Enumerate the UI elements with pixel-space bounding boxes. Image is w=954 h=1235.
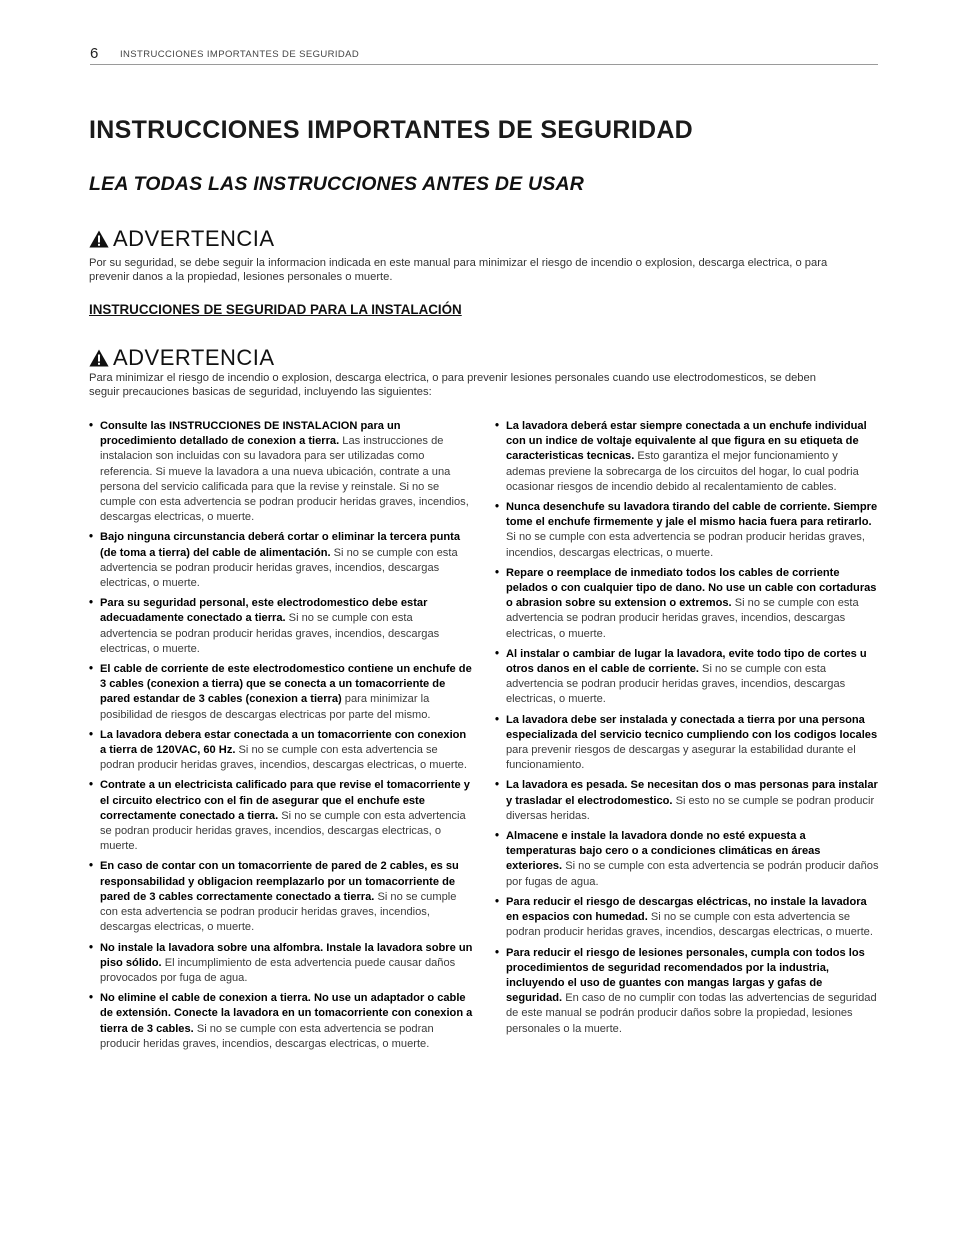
bullet: • [89,941,94,954]
page-title: INSTRUCCIONES IMPORTANTES DE SEGURIDAD [89,116,694,144]
list-item [495,566,879,642]
item-bold-text: Para reducir el riesgo de descargas eléctricas, no instale la lavadora en espacios con humedad. [506,895,867,924]
warning-label: ADVERTENCIA [113,345,275,370]
list-item [89,859,473,935]
item-text: Si no se cumple con esta advertencia se podran producir heridas graves, incendios, descargas electricas, o muerte. [506,597,859,640]
item-text: para minimizar la posibilidad de riesgos de descargas electricas por parte del mismo. [100,693,431,721]
item-bold-text: Consulte las INSTRUCCIONES DE INSTALACION para un procedimiento detallado de conexion a tierra. [100,420,401,448]
item-bold-text: Almacene e instale la lavadora donde no esté expuesta a temperaturas bajo cero o a condiciones climáticas en áreas exteriores. [506,830,821,873]
item-text: Si no se cumple con esta advertencia se podran producir heridas graves, incendios, descargas electricas, o muerte. [506,663,846,706]
item-text: Las instrucciones de instalacion son incluidas con su lavadora para ser utilizadas como referencia. Si mueve la lavadora a una nueva ubicación, contrate a una persona del servicio calificada para que la revise y reinstale. Si no se cumple con esta advertencia se podran producir heridas graves, incendios, descargas electricas, o muerte. [100,435,469,524]
list-item [495,895,879,941]
item-text: Si no se cumple con esta advertencia se podran producir heridas graves, incendios, descargas electricas, o muerte. [100,546,458,590]
list-item [495,946,879,1037]
item-text: Esto garantiza el mejor funcionamiento y ademas previene la sobrecarga de los circuitos del hogar, lo cual podria ocasionar riesgos de incendio debido al recalentamiento de cables. [506,450,859,493]
item-bold-text: Repare o reemplace de inmediato todos los cables de corriente pelados o con cualquier tipo de dano. No use un cable con cortaduras o abrasion sobre su extension o extremos. [506,566,877,610]
bullet: • [89,597,94,610]
running-header [90,46,878,65]
page-subtitle: LEA TODAS LAS INSTRUCCIONES ANTES DE USAR [89,173,585,195]
bullet: • [495,779,500,792]
bullet: • [89,779,94,792]
section-heading: INSTRUCCIONES DE SEGURIDAD PARA LA INSTALACIÓN [89,302,462,317]
bullet: • [495,895,500,908]
bullet: • [495,647,500,660]
bullet: • [495,830,500,843]
list-item [495,713,879,774]
bullet: • [495,566,500,579]
warning-heading-2 [89,346,275,370]
list-item [89,419,473,525]
item-text: Si no se cumple con esta advertencia se podran producir heridas graves, incendios, descargas electricas, o muerte. [100,1022,434,1050]
list-item [89,596,473,657]
item-text: Si no se cumple con esta advertencia se podran producir heridas graves, incendios, descargas electricas, o muerte. [100,809,466,853]
item-bold-text: La lavadora debe ser instalada y conectada a tierra por una persona especializada del servicio tecnico cumpliendo con los codigos locales [506,713,878,741]
item-bold-text: Para su seguridad personal, este electrodomestico debe estar adecuadamente conectado a tierra. [100,597,428,625]
item-text: Si no se cumple con esta advertencia se podrán producir daños por fugas de agua. [506,860,879,888]
list-item [495,829,879,890]
item-text: Si no se cumple con esta advertencia se podran producir heridas graves, incendios, descargas electricas, o muerte. [506,911,873,939]
item-text: Si no se cumple con esta advertencia se podran producir heridas graves, incendios, descargas electricas, o muerte. [506,531,865,559]
list-item [89,662,473,723]
warning-triangle-icon [89,230,109,248]
warning-text-1: Por su seguridad, se debe seguir la informacion indicada en este manual para minimizar el riesgo de incendio o explosion, descarga electrica, o para prevenir danos a la propiedad, lesiones personales o muerte. [89,257,828,283]
bullet: • [89,992,94,1005]
item-bold-text: Contrate a un electricista calificado para que revise el tomacorriente y el circuito electrico con el fin de asegurar que el enchufe este correctamente conectado a tierra. [100,779,470,822]
list-item [89,778,473,854]
item-bold-text: En caso de contar con un tomacorriente de pared de 2 cables, es su responsabilidad y obligacion reemplazarlo por un tomacorriente de pared de 3 cables correctamente conectado a tierra. [100,860,459,903]
item-bold-text: El cable de corriente de este electrodomestico contiene un enchufe de 3 cables (conexion a tierra) que se conecta a un tomacorriente de pared estandar de 3 cables (conexion a tierra) [100,663,472,706]
warning-text-2: Para minimizar el riesgo de incendio o explosion, descarga electrica, o para prevenir lesiones personales cuando use electrodomesticos, se deben seguir precauciones basicas de seguridad, incluyendo las siguientes: [89,372,816,398]
item-text: Si no se cumple con esta advertencia se podran producir heridas graves, incendios, descargas electricas, o muerte. [100,744,467,772]
item-bold-text: No instale la lavadora sobre una alfombra. Instale la lavadora sobre un piso sólido. [100,941,473,969]
running-title: INSTRUCCIONES IMPORTANTES DE SEGURIDAD [120,49,360,60]
list-item [495,500,879,561]
item-bold-text: No elimine el cable de conexion a tierra. No use un adaptador o cable de extensión. Conecte la lavadora en un tomacorriente con conexion a tierra de 3 cables. [100,992,473,1035]
item-bold-text: La lavadora es pesada. Se necesitan dos o mas personas para instalar y trasladar el electrodomestico. [506,779,878,807]
item-text: para prevenir riesgos de descargas y asegurar la estabilidad durante el funcionamiento. [506,744,856,772]
bullet: • [495,420,500,432]
list-item [89,941,473,987]
item-text: Si no se cumple con esta advertencia se podran producir heridas graves, incendios, descargas electricas, o muerte. [100,612,440,655]
list-item [495,419,879,495]
bullet: • [89,663,94,676]
bullet: • [495,713,500,726]
right-column-list [495,419,879,1042]
warning-heading-1 [89,227,275,251]
list-item [495,778,879,824]
item-bold-text: Nunca desenchufe su lavadora tirando del cable de corriente. Siempre tome el enchufe firmemente y jale el mismo hacia fuera para retirarlo. [506,501,878,529]
left-column-list [89,419,473,1057]
item-text: Si esto no se cumple se podran producir diversas heridas. [506,794,875,822]
item-text: En caso de no cumplir con todas las advertencias de seguridad de este manual se podrán producir daños sobre la propiedad, lesiones personales o la muerte. [506,992,877,1035]
bullet: • [495,946,500,959]
list-item [89,530,473,591]
item-bold-text: Al instalar o cambiar de lugar la lavadora, evite todo tipo de cortes u otros danos en el cable de corriente. [506,647,867,676]
warning-label: ADVERTENCIA [113,226,275,251]
list-item [89,728,473,774]
bullet: • [495,501,500,514]
item-bold-text: Para reducir el riesgo de lesiones personales, cumpla con todos los procedimientos de seguridad recomendados por la industria, incluyendo el uso de guantes con mangas largas y gafas de seguridad. [506,946,865,1005]
item-bold-text: La lavadora deberá estar siempre conectada a un enchufe individual con un indice de voltaje equivalente al que figura en su etiqueta de caracteristicas tecnicas. [506,420,867,463]
bullet: • [89,420,94,432]
item-text: Si no se cumple con esta advertencia se podran producir heridas graves, incendios, descargas electricas, o muerte. [100,890,457,934]
page-number: 6 [90,45,99,62]
bullet: • [89,860,94,873]
list-item [89,991,473,1052]
warning-triangle-icon [89,349,109,367]
item-text: El incumplimiento de esta advertencia puede causar daños provocados por fuga de agua. [100,956,456,984]
bullet: • [89,531,94,544]
bullet: • [89,728,94,741]
item-bold-text: Bajo ninguna circunstancia deberá cortar o eliminar la tercera punta (de toma a tierra) del cable de alimentación. [100,531,461,559]
list-item [495,647,879,708]
item-bold-text: La lavadora debera estar conectada a un tomacorriente con conexion a tierra de 120VAC, 60 Hz. [100,728,467,757]
